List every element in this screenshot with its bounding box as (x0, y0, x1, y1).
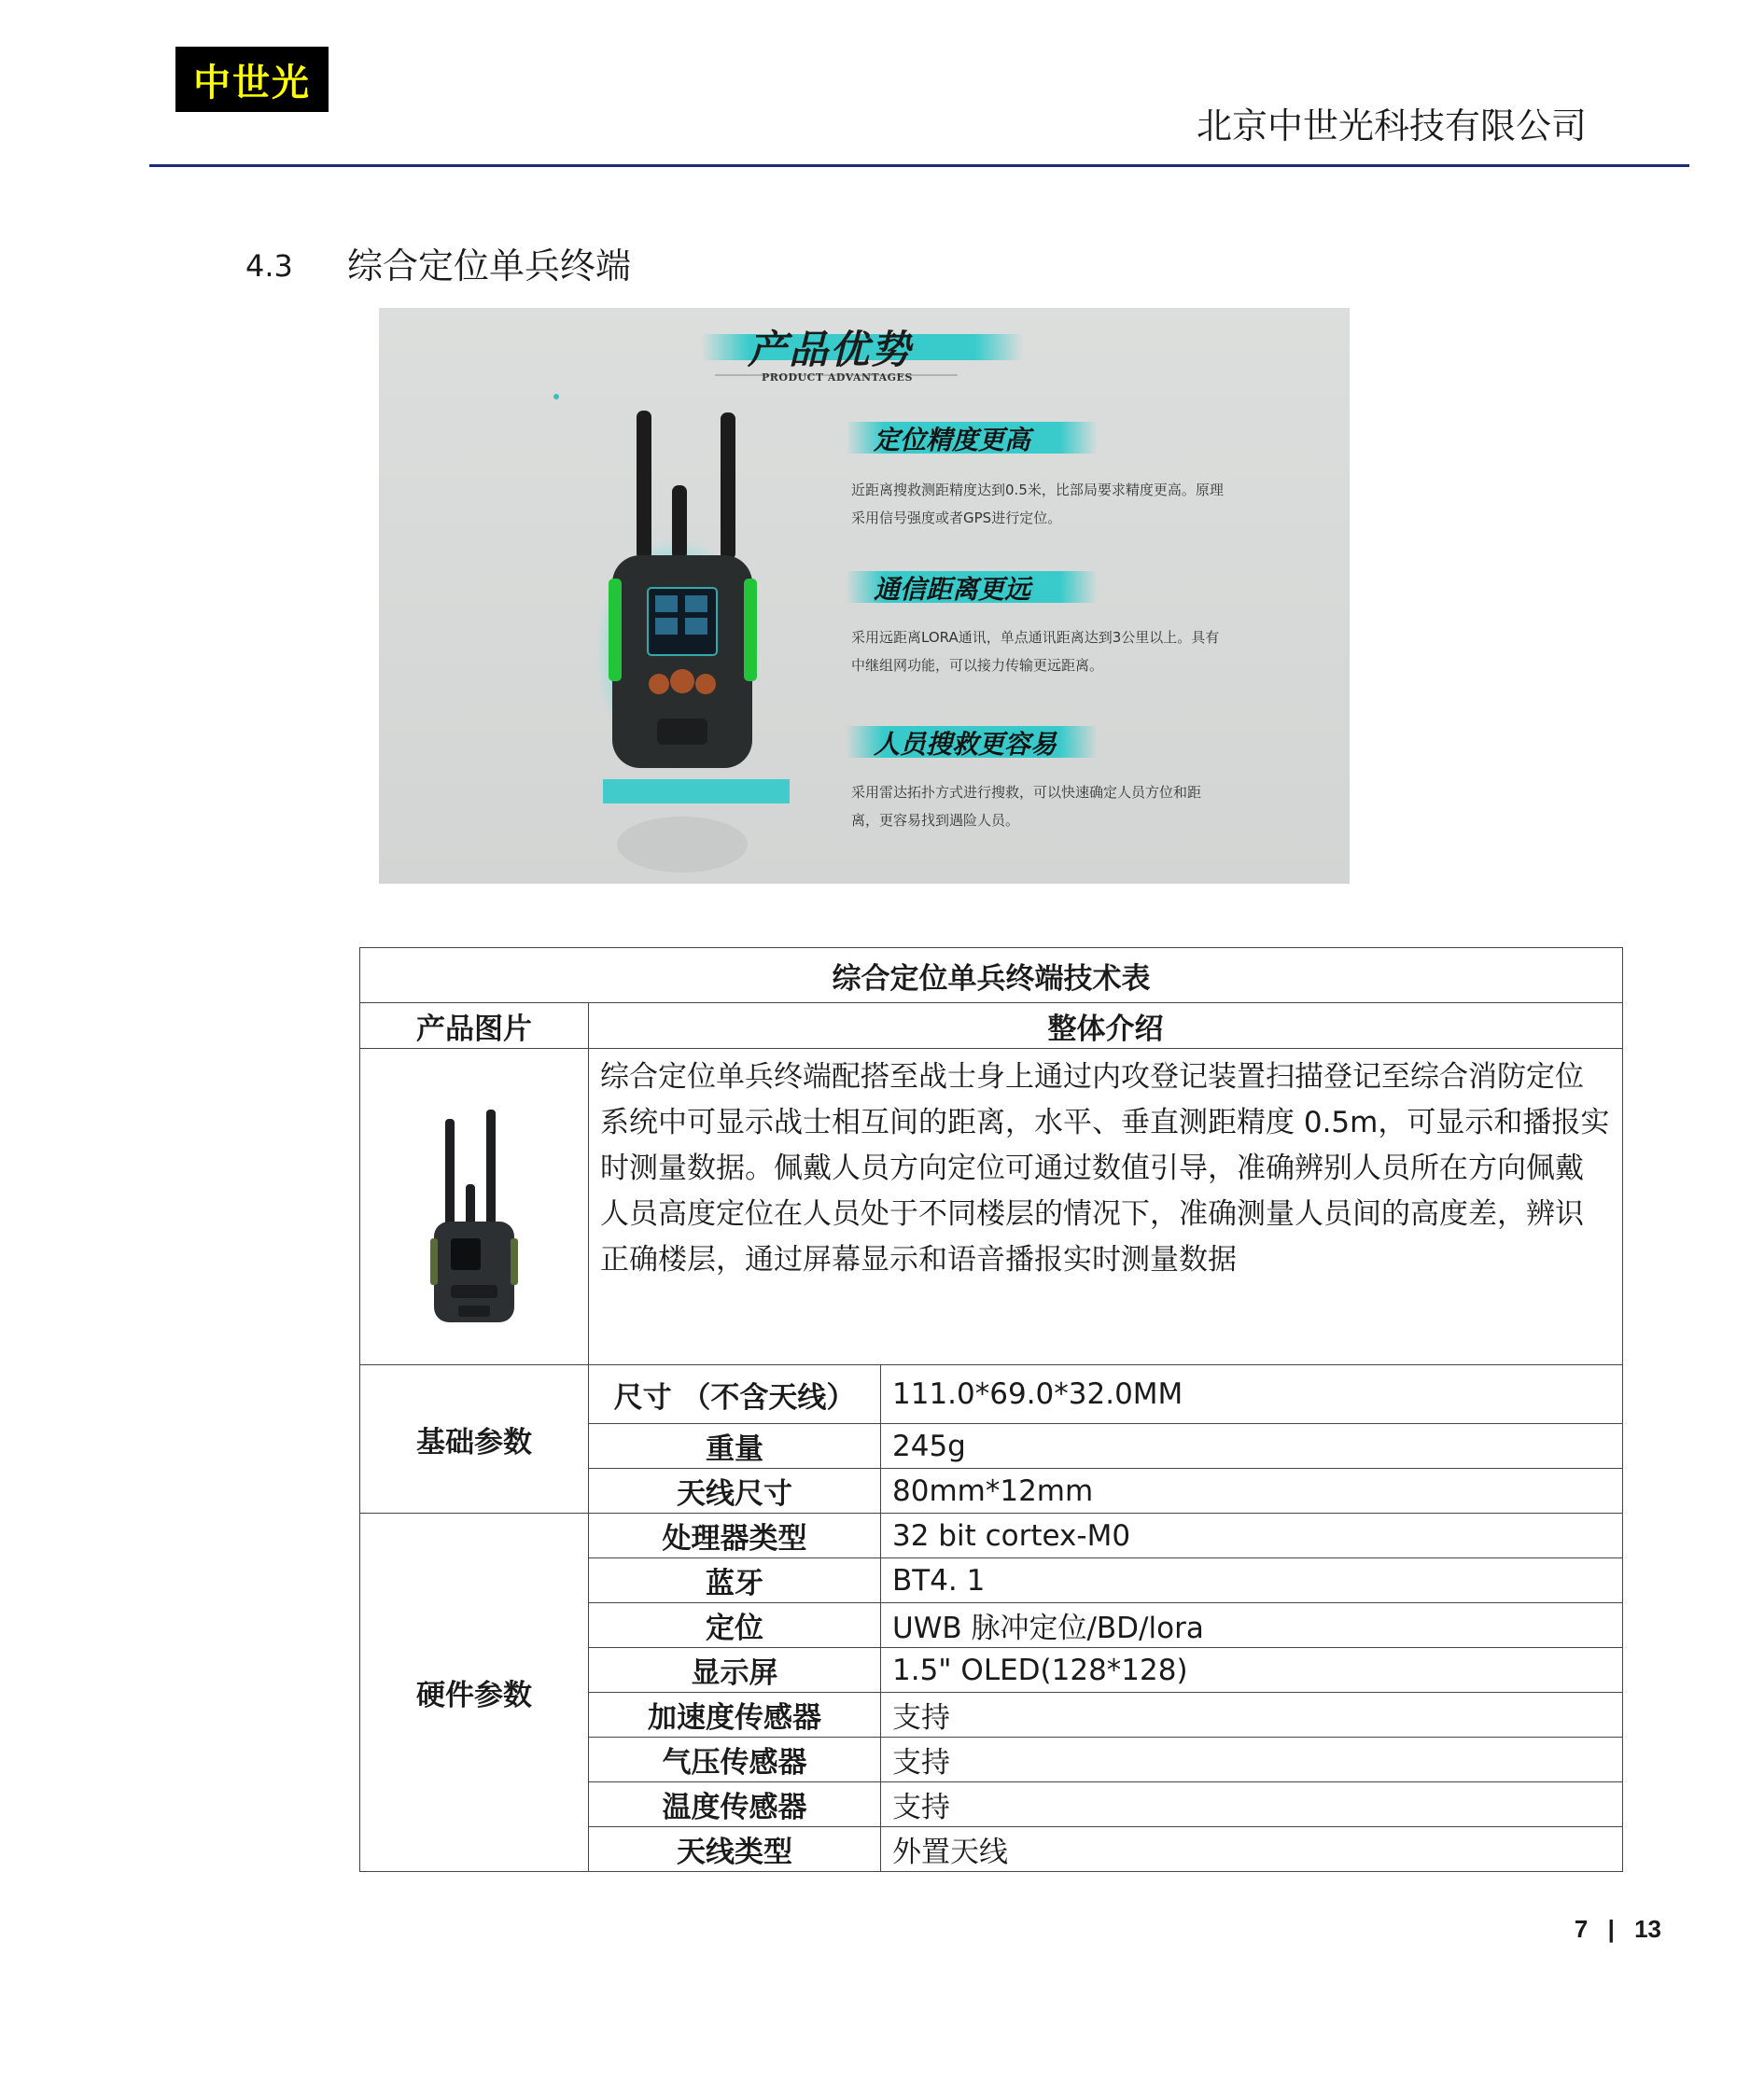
product-image-cell (360, 1049, 589, 1365)
feature-text-3: 采用雷达拓扑方式进行搜救，可以快速确定人员方位和距离，更容易找到遇险人员。 (851, 784, 1202, 829)
company-logo: 中世光 (175, 47, 329, 112)
device-screen-tile-1 (655, 595, 678, 612)
header-overview: 整体介绍 (589, 1003, 1623, 1049)
device-reflection (617, 817, 748, 873)
overview-text: 综合定位单兵终端配搭至战士身上通过内攻登记装置扫描登记至综合消防定位系统中可显示战士相互间的距离，水平、垂直测距精度 0.5m，可显示和播报实时测量数据。佩戴人员方向定位可通过数值引导，准确辨别人员所在方向佩戴人员高度定位在人员处于不同楼层的情况下，准确测量人员间的高度差，辨识正确楼层，通过屏幕显示和语音播报实时测量数据 (589, 1049, 1623, 1365)
header-divider (149, 164, 1689, 167)
device-button-3 (695, 674, 716, 694)
table-title: 综合定位单兵终端技术表 (360, 948, 1623, 1003)
product-advantages-banner (379, 308, 1350, 884)
device-screen-tile-4 (685, 618, 707, 635)
param-value-size: 111.0*69.0*32.0MM (881, 1365, 1623, 1424)
group-hardware-params: 硬件参数 (360, 1514, 589, 1872)
param-label-antenna-type: 天线类型 (589, 1827, 881, 1872)
feature-text-2: 采用远距离LORA通讯，单点通讯距离达到3公里以上。具有中继组网功能，可以接力传输更远距离。 (851, 629, 1220, 674)
param-value-display: 1.5" OLED(128*128) (881, 1648, 1623, 1693)
param-label-positioning: 定位 (589, 1603, 881, 1648)
device-antenna-left (637, 411, 651, 560)
device-antenna-right (721, 412, 735, 560)
param-value-barometer: 支持 (881, 1738, 1623, 1782)
device-button-1 (649, 674, 669, 694)
param-label-display: 显示屏 (589, 1648, 881, 1693)
param-label-antenna-size: 天线尺寸 (589, 1469, 881, 1514)
section-number: 4.3 (245, 248, 293, 284)
feature-text-1: 近距离搜救测距精度达到0.5米，比部局要求精度更高。原理采用信号强度或者GPS进行定位。 (851, 482, 1224, 526)
param-label-barometer: 气压传感器 (589, 1738, 881, 1782)
param-label-size: 尺寸 （不含天线） (589, 1365, 881, 1424)
param-value-antenna-type: 外置天线 (881, 1827, 1623, 1872)
param-value-weight: 245g (881, 1424, 1623, 1469)
header-product-image: 产品图片 (360, 1003, 589, 1049)
device-screen-tile-3 (655, 618, 678, 635)
feature-heading-3: 人员搜救更容易 (874, 729, 1057, 760)
param-label-temperature: 温度传感器 (589, 1782, 881, 1827)
feature-heading-2: 通信距离更远 (874, 574, 1031, 605)
device-screen-tile-2 (685, 595, 707, 612)
banner-title: 产品优势 (748, 327, 913, 372)
param-value-processor: 32 bit cortex-M0 (881, 1514, 1623, 1558)
param-value-antenna-size: 80mm*12mm (881, 1469, 1623, 1514)
param-label-bluetooth: 蓝牙 (589, 1558, 881, 1603)
group-basic-params: 基础参数 (360, 1365, 589, 1514)
param-value-accelerometer: 支持 (881, 1693, 1623, 1738)
feature-heading-1: 定位精度更高 (874, 425, 1031, 455)
device-side-accent-left (609, 579, 622, 681)
device-button-2 (670, 669, 694, 693)
banner-dot (553, 394, 559, 399)
param-label-processor: 处理器类型 (589, 1514, 881, 1558)
spec-table (359, 947, 1623, 1872)
product-image (423, 1082, 525, 1324)
banner-subtitle: PRODUCT ADVANTAGES (762, 371, 913, 384)
page-separator: | (1607, 1915, 1615, 1943)
device-side-accent-right (744, 579, 757, 681)
page-number (1575, 1915, 1661, 1944)
param-value-temperature: 支持 (881, 1782, 1623, 1827)
device-speaker-grille (657, 719, 707, 745)
section-title: 综合定位单兵终端 (347, 245, 632, 286)
device-antenna-center (672, 485, 687, 560)
param-value-bluetooth: BT4. 1 (881, 1558, 1623, 1603)
company-name: 北京中世光科技有限公司 (1196, 105, 1587, 147)
param-value-positioning: UWB 脉冲定位/BD/lora (881, 1603, 1623, 1648)
param-label-accelerometer: 加速度传感器 (589, 1693, 881, 1738)
page-total: 13 (1634, 1915, 1661, 1943)
param-label-weight: 重量 (589, 1424, 881, 1469)
device-pedestal (603, 779, 790, 803)
page-current: 7 (1574, 1915, 1589, 1943)
